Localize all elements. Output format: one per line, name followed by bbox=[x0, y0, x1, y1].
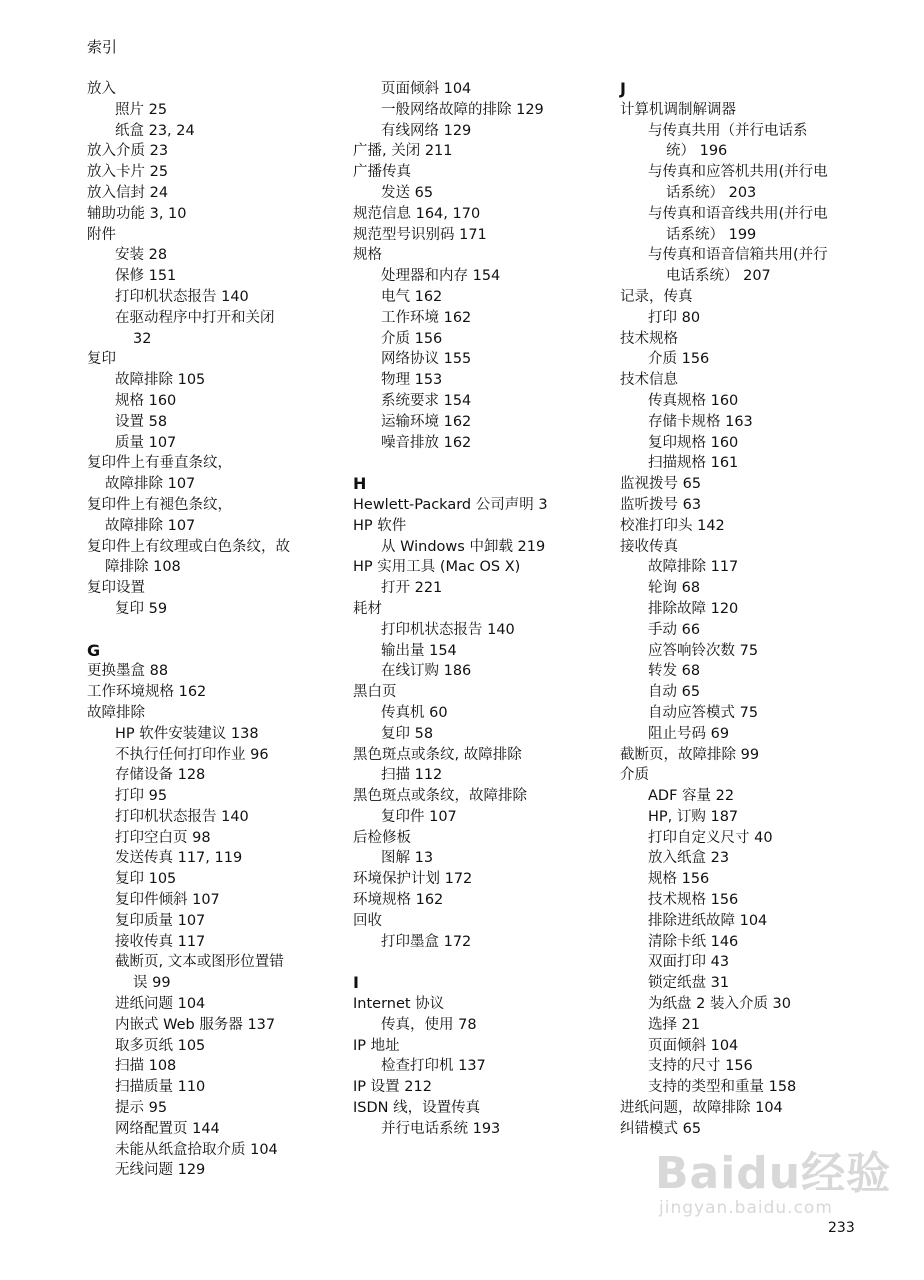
index-entry-continuation: 故障排除 107 bbox=[105, 517, 196, 534]
index-entry: Internet 协议 bbox=[353, 996, 445, 1013]
index-subentry: 发送 65 bbox=[381, 184, 434, 201]
index-entry: 放入信封 24 bbox=[87, 184, 169, 201]
index-entry: IP 地址 bbox=[353, 1037, 400, 1054]
index-subentry: 故障排除 105 bbox=[115, 372, 206, 389]
index-subentry: 排除进纸故障 104 bbox=[648, 912, 768, 929]
index-subentry: 从 Windows 中卸载 219 bbox=[381, 538, 546, 555]
section-letter: H bbox=[353, 474, 367, 494]
index-entry: IP 设置 212 bbox=[353, 1079, 432, 1096]
index-entry: 回收 bbox=[353, 912, 382, 929]
index-entry: 放入 bbox=[87, 81, 116, 97]
index-subentry: 手动 66 bbox=[648, 621, 701, 638]
page-header: 索引 bbox=[87, 38, 118, 56]
index-subentry-continuation: 误 99 bbox=[133, 975, 171, 992]
index-subentry: 复印规格 160 bbox=[648, 434, 739, 451]
index-subentry: 与传真和应答机共用(并行电 bbox=[648, 164, 828, 181]
index-subentry: 扫描规格 161 bbox=[648, 455, 739, 472]
index-subentry: ADF 容量 22 bbox=[648, 788, 735, 805]
index-subentry: 不执行任何打印作业 96 bbox=[115, 746, 269, 763]
index-subentry: 打印机状态报告 140 bbox=[381, 621, 515, 638]
index-subentry: 打印 80 bbox=[648, 309, 701, 326]
watermark-url: jingyan.baidu.com bbox=[659, 1198, 833, 1218]
index-entry: 复印件上有褪色条纹， bbox=[87, 496, 232, 513]
index-subentry: 复印 58 bbox=[381, 725, 434, 742]
index-entry: 规范型号识别码 171 bbox=[353, 226, 487, 243]
index-subentry: 发送传真 117, 119 bbox=[115, 850, 243, 867]
index-subentry: 噪音排放 162 bbox=[381, 434, 472, 451]
index-subentry: 清除卡纸 146 bbox=[648, 933, 739, 950]
index-entry: 监听拨号 63 bbox=[620, 496, 702, 513]
index-subentry: 支持的类型和重量 158 bbox=[648, 1079, 797, 1096]
index-entry: 广播传真 bbox=[353, 164, 411, 181]
index-subentry: 打印机状态报告 140 bbox=[115, 288, 249, 305]
index-subentry: 物理 153 bbox=[381, 372, 443, 389]
index-subentry: 复印质量 107 bbox=[115, 912, 206, 929]
index-subentry: 复印 105 bbox=[115, 871, 177, 888]
index-subentry: 介质 156 bbox=[648, 351, 710, 368]
index-subentry: 照片 25 bbox=[115, 101, 168, 118]
index-subentry: 轮询 68 bbox=[648, 580, 701, 597]
index-subentry-continuation: 统） 196 bbox=[666, 143, 728, 160]
index-entry-continuation: 故障排除 107 bbox=[105, 476, 196, 493]
index-subentry: 复印 59 bbox=[115, 600, 168, 617]
index-subentry: 页面倾斜 104 bbox=[648, 1037, 739, 1054]
index-subentry: 提示 95 bbox=[115, 1100, 168, 1117]
index-subentry: 与传真和语音信箱共用(并行 bbox=[648, 247, 828, 264]
section-letter: G bbox=[87, 640, 101, 660]
index-subentry: 工作环境 162 bbox=[381, 309, 472, 326]
index-subentry: 打开 221 bbox=[381, 580, 443, 597]
index-subentry: 与传真和语音线共用(并行电 bbox=[648, 205, 828, 222]
index-subentry: 处理器和内存 154 bbox=[381, 268, 501, 285]
index-subentry: 取多页纸 105 bbox=[115, 1037, 206, 1054]
index-subentry: 复印件倾斜 107 bbox=[115, 892, 220, 909]
index-subentry: 打印自定义尺寸 40 bbox=[648, 829, 773, 846]
index-subentry: 打印 95 bbox=[115, 788, 168, 805]
index-subentry: 规格 160 bbox=[115, 392, 177, 409]
index-entry: 黑色斑点或条纹, 故障排除 bbox=[353, 746, 522, 763]
index-subentry: 网络协议 155 bbox=[381, 351, 472, 368]
index-subentry: 存储设备 128 bbox=[115, 767, 206, 784]
index-subentry: 接收传真 117 bbox=[115, 933, 206, 950]
index-subentry: 输出量 154 bbox=[381, 642, 457, 659]
index-subentry: 存储卡规格 163 bbox=[648, 413, 753, 430]
section-letter: J bbox=[620, 79, 626, 98]
index-entry: 技术信息 bbox=[620, 372, 678, 389]
index-entry: 技术规格 bbox=[620, 330, 678, 347]
index-entry: 耗材 bbox=[353, 600, 382, 617]
index-entry: 复印件上有纹理或白色条纹，故 bbox=[87, 538, 290, 555]
index-subentry: 一般网络故障的排除 129 bbox=[381, 101, 544, 118]
index-subentry: 故障排除 117 bbox=[648, 559, 739, 576]
index-subentry: 在驱动程序中打开和关闭 bbox=[115, 309, 275, 326]
index-subentry: 有线网络 129 bbox=[381, 122, 472, 139]
index-subentry: 打印墨盒 172 bbox=[381, 933, 472, 950]
index-subentry: 选择 21 bbox=[648, 1016, 701, 1033]
index-entry: 复印 bbox=[87, 351, 116, 368]
index-subentry-continuation: 电话系统） 207 bbox=[666, 268, 771, 285]
index-entry: 介质 bbox=[620, 767, 649, 784]
index-subentry: 打印机状态报告 140 bbox=[115, 808, 249, 825]
page-number: 233 bbox=[828, 1220, 855, 1236]
index-entry: 监视拨号 65 bbox=[620, 476, 702, 493]
index-subentry: 进纸问题 104 bbox=[115, 996, 206, 1013]
index-entry: 故障排除 bbox=[87, 704, 145, 721]
index-entry: 纠错模式 65 bbox=[620, 1120, 702, 1137]
index-subentry: 系统要求 154 bbox=[381, 392, 472, 409]
index-entry: 校准打印头 142 bbox=[620, 517, 725, 534]
index-subentry: 设置 58 bbox=[115, 413, 168, 430]
index-subentry-continuation: 话系统） 199 bbox=[666, 226, 757, 243]
index-subentry: 在线订购 186 bbox=[381, 663, 472, 680]
index-subentry: 内嵌式 Web 服务器 137 bbox=[115, 1016, 276, 1033]
index-entry: 环境保护计划 172 bbox=[353, 871, 473, 888]
index-subentry: 双面打印 43 bbox=[648, 954, 730, 971]
index-entry: 辅助功能 3, 10 bbox=[87, 205, 187, 222]
index-subentry: 并行电话系统 193 bbox=[381, 1120, 501, 1137]
index-subentry: 打印空白页 98 bbox=[115, 829, 211, 846]
index-entry: 截断页，故障排除 99 bbox=[620, 746, 760, 763]
index-subentry: 扫描 108 bbox=[115, 1058, 177, 1075]
index-entry: 放入介质 23 bbox=[87, 143, 169, 160]
index-subentry: 介质 156 bbox=[381, 330, 443, 347]
index-entry: 广播, 关闭 211 bbox=[353, 143, 453, 160]
index-subentry: 排除故障 120 bbox=[648, 600, 739, 617]
index-entry: 后检修板 bbox=[353, 829, 411, 846]
index-entry: 接收传真 bbox=[620, 538, 678, 555]
index-subentry: 质量 107 bbox=[115, 434, 177, 451]
index-entry: 记录，传真 bbox=[620, 288, 693, 305]
index-subentry: 保修 151 bbox=[115, 268, 177, 285]
index-subentry: 自动应答模式 75 bbox=[648, 704, 759, 721]
index-entry: 计算机调制解调器 bbox=[620, 101, 736, 118]
index-entry: 更换墨盒 88 bbox=[87, 663, 169, 680]
index-entry-continuation: 障排除 108 bbox=[105, 559, 181, 576]
watermark bbox=[655, 1150, 891, 1218]
index-entry: Hewlett-Packard 公司声明 3 bbox=[353, 496, 548, 513]
index-subentry: 放入纸盒 23 bbox=[648, 850, 730, 867]
index-subentry: HP 软件安装建议 138 bbox=[115, 725, 259, 742]
index-subentry: 页面倾斜 104 bbox=[381, 81, 472, 97]
index-subentry: 与传真共用（并行电话系 bbox=[648, 122, 808, 139]
index-entry: 工作环境规格 162 bbox=[87, 684, 207, 701]
index-subentry: 传真，使用 78 bbox=[381, 1016, 477, 1033]
index-subentry: 规格 156 bbox=[648, 871, 710, 888]
index-entry: 黑色斑点或条纹，故障排除 bbox=[353, 788, 527, 805]
index-subentry: 截断页, 文本或图形位置错 bbox=[115, 954, 284, 971]
index-subentry: 支持的尺寸 156 bbox=[648, 1058, 753, 1075]
index-entry: 复印设置 bbox=[87, 580, 145, 597]
index-subentry: 锁定纸盘 31 bbox=[648, 975, 730, 992]
index-subentry: 复印件 107 bbox=[381, 808, 457, 825]
index-entry: 附件 bbox=[87, 226, 116, 243]
index-entry: 黑白页 bbox=[353, 684, 397, 701]
watermark-logo: Baidu经验 bbox=[655, 1148, 892, 1199]
index-subentry: 自动 65 bbox=[648, 684, 701, 701]
index-subentry: 无线问题 129 bbox=[115, 1162, 206, 1179]
index-subentry: 电气 162 bbox=[381, 288, 443, 305]
section-letter: I bbox=[353, 973, 359, 993]
index-subentry-continuation: 32 bbox=[133, 330, 152, 347]
index-entry: 进纸问题，故障排除 104 bbox=[620, 1100, 783, 1117]
index-subentry: 图解 13 bbox=[381, 850, 434, 867]
index-entry: 规格 bbox=[353, 247, 382, 264]
index-entry: 环境规格 162 bbox=[353, 892, 444, 909]
index-subentry: 传真规格 160 bbox=[648, 392, 739, 409]
index-entry: HP 实用工具 (Mac OS X) bbox=[353, 559, 521, 576]
index-entry: ISDN 线，设置传真 bbox=[353, 1100, 481, 1117]
index-entry: 放入卡片 25 bbox=[87, 164, 169, 181]
index-subentry: 检查打印机 137 bbox=[381, 1058, 486, 1075]
index-subentry: 未能从纸盒拾取介质 104 bbox=[115, 1141, 278, 1158]
index-subentry: HP, 订购 187 bbox=[648, 808, 739, 825]
index-subentry: 安装 28 bbox=[115, 247, 168, 264]
index-subentry: 转发 68 bbox=[648, 663, 701, 680]
index-subentry: 阻止号码 69 bbox=[648, 725, 730, 742]
index-subentry-continuation: 话系统） 203 bbox=[666, 184, 757, 201]
index-entry: 规范信息 164, 170 bbox=[353, 205, 481, 222]
index-column-1 bbox=[87, 79, 337, 1181]
index-subentry: 纸盒 23, 24 bbox=[115, 122, 195, 139]
index-subentry: 技术规格 156 bbox=[648, 892, 739, 909]
index-subentry: 应答响铃次数 75 bbox=[648, 642, 759, 659]
index-subentry: 网络配置页 144 bbox=[115, 1120, 220, 1137]
index-subentry: 扫描质量 110 bbox=[115, 1079, 206, 1096]
index-column-2 bbox=[353, 79, 603, 1140]
index-subentry: 传真机 60 bbox=[381, 704, 448, 721]
index-subentry: 为纸盘 2 装入介质 30 bbox=[648, 996, 792, 1013]
index-subentry: 扫描 112 bbox=[381, 767, 443, 784]
index-entry: HP 软件 bbox=[353, 517, 407, 534]
index-subentry: 运输环境 162 bbox=[381, 413, 472, 430]
index-column-3 bbox=[620, 79, 870, 1140]
index-entry: 复印件上有垂直条纹， bbox=[87, 455, 232, 472]
